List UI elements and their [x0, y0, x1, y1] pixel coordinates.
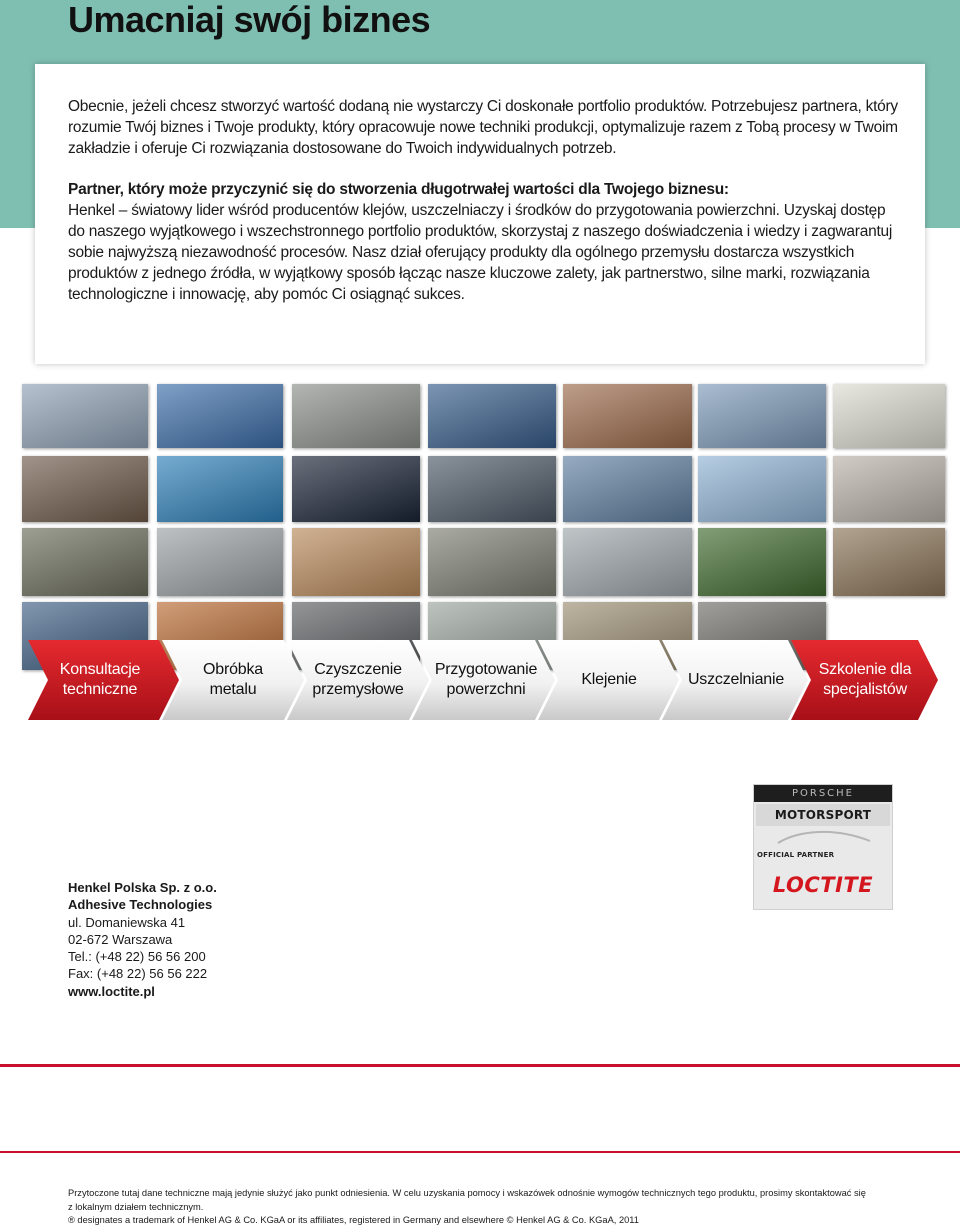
photo-tile [563, 528, 692, 596]
disclaimer-line-2: z lokalnym działem technicznym. [68, 1201, 204, 1212]
photo-tile [833, 456, 945, 522]
photo-tile [22, 384, 148, 448]
photo-collage [0, 380, 960, 630]
step-przygotowanie: Przygotowanie powerzchni [434, 661, 538, 698]
photo-tile [292, 384, 420, 448]
process-chain [0, 636, 960, 724]
trademark-line: ® designates a trademark of Henkel AG & Co. KGaA or its affiliates, registered in Germany and elsewhere © Henkel AG & Co. KGaA, 2011 [68, 1215, 639, 1225]
porsche-wordmark: PORSCHE [754, 785, 892, 802]
motorsport-wordmark: MOTORSPORT [756, 804, 890, 826]
partner-heading: Partner, który może przyczynić się do stworzenia długotrwałej wartości dla Twojego biznesu: [68, 181, 729, 198]
photo-tile [157, 528, 283, 596]
photo-tile [833, 528, 945, 596]
photo-tile [22, 528, 148, 596]
photo-tile [563, 456, 692, 522]
website-link[interactable]: www.loctite.pl [68, 983, 155, 999]
partner-body: Henkel – światowy lider wśród producentów klejów, uszczelniaczy i środków do przygotowania powierzchni. Uzyskaj dostęp do naszego wyjątkowego i wszechstronnego portfolio produktów, skorzystaj z naszego doświadczenia i wiedzy i zagwarantuj sobie najwyższą niezawodność procesów. Nasz dział oferujący produkty dla ogólnego przemysłu dostarcza wszystkich produktów z jednego źródła, w wyjątkowy sposób łącząc nasze kluczowe zalety, jak partnerstwo, silne marki, rozwiązania technologiczne i innowację, aby pomóc Ci osiągnąć sukces. [68, 202, 893, 303]
footer-disclaimer [68, 1187, 928, 1228]
step-obrobka: Obróbka metalu [203, 661, 263, 698]
fax: Fax: (+48 22) 56 56 222 [68, 966, 208, 982]
photo-tile [833, 384, 945, 448]
step-szkolenie: Szkolenie dla specjalistów [818, 661, 912, 698]
city: 02-672 Warszawa [68, 931, 173, 947]
photo-tile [428, 456, 556, 522]
division-name: Adhesive Technologies [68, 897, 213, 913]
photo-tile [698, 456, 826, 522]
car-silhouette-icon [774, 827, 874, 847]
intro-paragraph: Obecnie, jeżeli chcesz stworzyć wartość dodaną nie wystarczy Ci doskonałe portfolio produktów. Potrzebujesz partnera, który rozumie Twój biznes i Twoje produkty, który opracowuje nowe techniki produkcji, optymalizuje razem z Tobą procesy w Twoim zakładzie i oferuje Ci rozwiązania dostosowane do Twoich indywidualnych potrzeb. [68, 98, 898, 157]
photo-tile [157, 384, 283, 448]
company-name: Henkel Polska Sp. z o.o. [68, 880, 217, 895]
photo-tile [563, 384, 692, 448]
loctite-logo: LOCTITE [772, 873, 874, 897]
photo-tile [698, 384, 826, 448]
street: ul. Domaniewska 41 [68, 914, 186, 930]
phone: Tel.: (+48 22) 56 56 200 [68, 949, 206, 965]
porsche-loctite-logo [753, 784, 893, 910]
photo-tile [292, 528, 420, 596]
step-uszczelnianie: Uszczelnianie [687, 671, 785, 688]
step-konsultacje: Konsultacje techniczne [59, 661, 141, 698]
address-block [68, 879, 368, 1000]
photo-tile [22, 456, 148, 522]
photo-tile [428, 384, 556, 448]
divider-bottom [0, 1151, 960, 1153]
disclaimer-line-1: Przytoczone tutaj dane techniczne mają jedynie służyć jako punkt odniesienia. W celu uzyskania pomocy i wskazówek odnośnie wymogów technicznych tego produktu, prosimy skontaktować się [68, 1188, 866, 1198]
divider-top [0, 1064, 960, 1067]
step-czyszczenie: Czyszczenie przemysłowe [312, 661, 404, 698]
photo-tile [157, 456, 283, 522]
photo-tile [698, 528, 826, 596]
step-klejenie: Klejenie [581, 671, 637, 688]
page-title: Umacniaj swój biznes [68, 0, 431, 40]
photo-tile [292, 456, 420, 522]
official-partner-label: OFFICIAL PARTNER [757, 851, 835, 859]
photo-tile [428, 528, 556, 596]
